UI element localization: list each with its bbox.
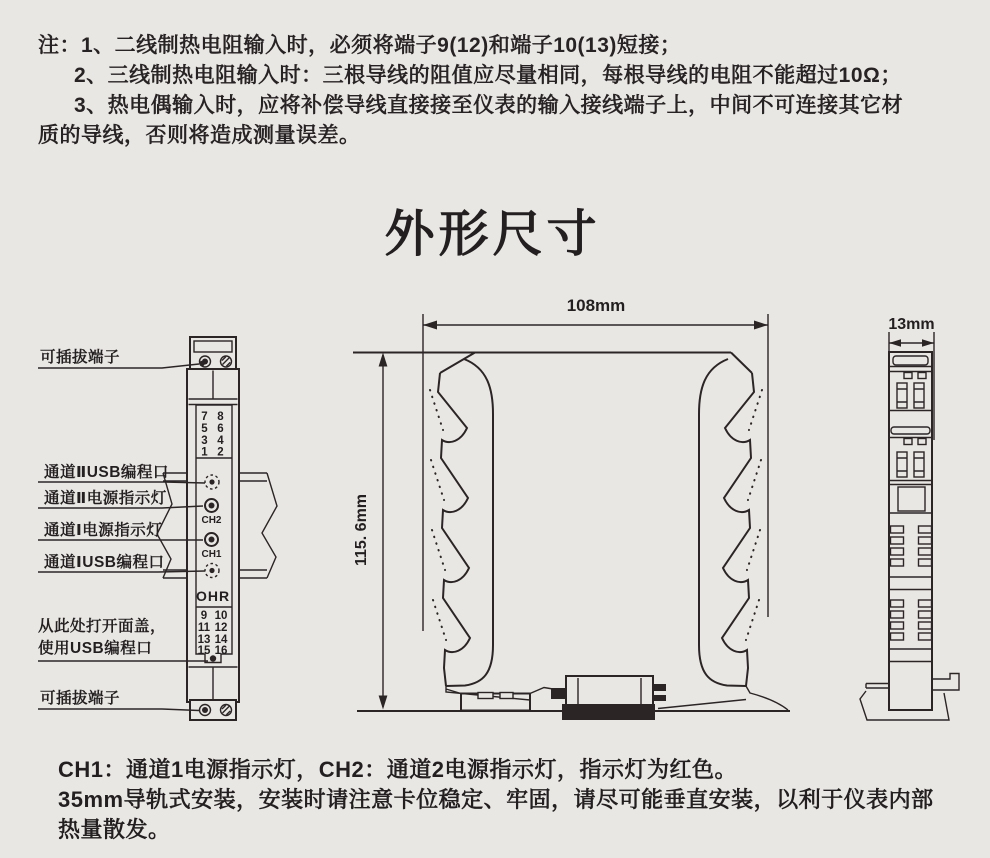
label-ch2-power-led: 通道Ⅱ电源指示灯 [44, 490, 167, 507]
terminal-11: 11 [197, 622, 211, 634]
label-ch1-power-led: 通道Ⅰ电源指示灯 [44, 522, 163, 539]
terminal-12: 12 [214, 622, 228, 634]
dimension-height-label: 115. 6mm [353, 493, 370, 567]
note-line-3: 3、热电偶输入时，应将补偿导线直接接至仪表的输入接线端子上，中间不可连接其它材 [74, 94, 904, 117]
led-ch1-label: CH1 [201, 549, 222, 560]
side-view-diagram [860, 316, 959, 720]
module-body-front [187, 369, 239, 702]
terminal-3: 3 [201, 435, 208, 447]
footer-line-2: 35mm导轨式安装，安装时请注意卡位稳定、牢固，请尽可能垂直安装，以利于仪表内部 [58, 787, 934, 812]
rail-connector-block [551, 676, 666, 720]
label-open-cover-line2: 使用USB编程口 [38, 640, 153, 657]
terminal-1: 1 [201, 446, 208, 459]
note-line-1: 注：1、二线制热电阻输入时，必须将端子9(12)和端子10(13)短接； [38, 34, 682, 57]
front-view-diagram [38, 337, 277, 720]
terminal-10: 10 [214, 610, 228, 622]
top-view-diagram [353, 296, 790, 720]
brand-logo: OHR [195, 588, 231, 604]
terminal-13: 13 [197, 634, 211, 646]
dimension-width-label: 108mm [566, 296, 626, 315]
terminal-2: 2 [217, 446, 224, 459]
label-ch1-usb-port: 通道ⅠUSB编程口 [44, 554, 165, 571]
note-line-4: 质的导线，否则将造成测量误差。 [38, 124, 361, 147]
label-open-cover-line1: 从此处打开面盖， [38, 618, 167, 635]
module-outline-top [353, 353, 762, 687]
label-ch2-usb-port: 通道ⅡUSB编程口 [44, 464, 169, 481]
terminal-8: 8 [217, 411, 224, 423]
terminal-16: 16 [214, 645, 228, 657]
width-dimension [423, 296, 768, 631]
footer-notes [58, 755, 968, 845]
front-view-callouts [38, 347, 208, 711]
page-title: 外形尺寸 [384, 206, 601, 262]
terminal-7: 7 [201, 411, 208, 423]
module-body-side [889, 352, 932, 710]
terminal-14: 14 [214, 634, 228, 646]
footer-line-1: CH1：通道1电源指示灯，CH2：通道2电源指示灯，指示灯为红色。 [58, 757, 737, 782]
terminal-9: 9 [200, 610, 208, 622]
label-pluggable-terminal-top: 可插拔端子 [40, 349, 121, 366]
label-pluggable-terminal-bottom: 可插拔端子 [40, 690, 121, 707]
height-dimension [353, 353, 387, 710]
terminal-6: 6 [217, 423, 224, 435]
footer-line-3: 热量散发。 [58, 817, 171, 842]
terminal-5: 5 [201, 423, 208, 435]
dimension-depth-label: 13mm [888, 316, 935, 333]
note-line-2: 2、三线制热电阻输入时：三根导线的阻值应尽量相同，每根导线的电阻不能超过10Ω； [74, 64, 902, 87]
led-ch2-label: CH2 [201, 515, 222, 526]
terminal-15: 15 [197, 645, 211, 657]
terminal-4: 4 [217, 435, 224, 447]
